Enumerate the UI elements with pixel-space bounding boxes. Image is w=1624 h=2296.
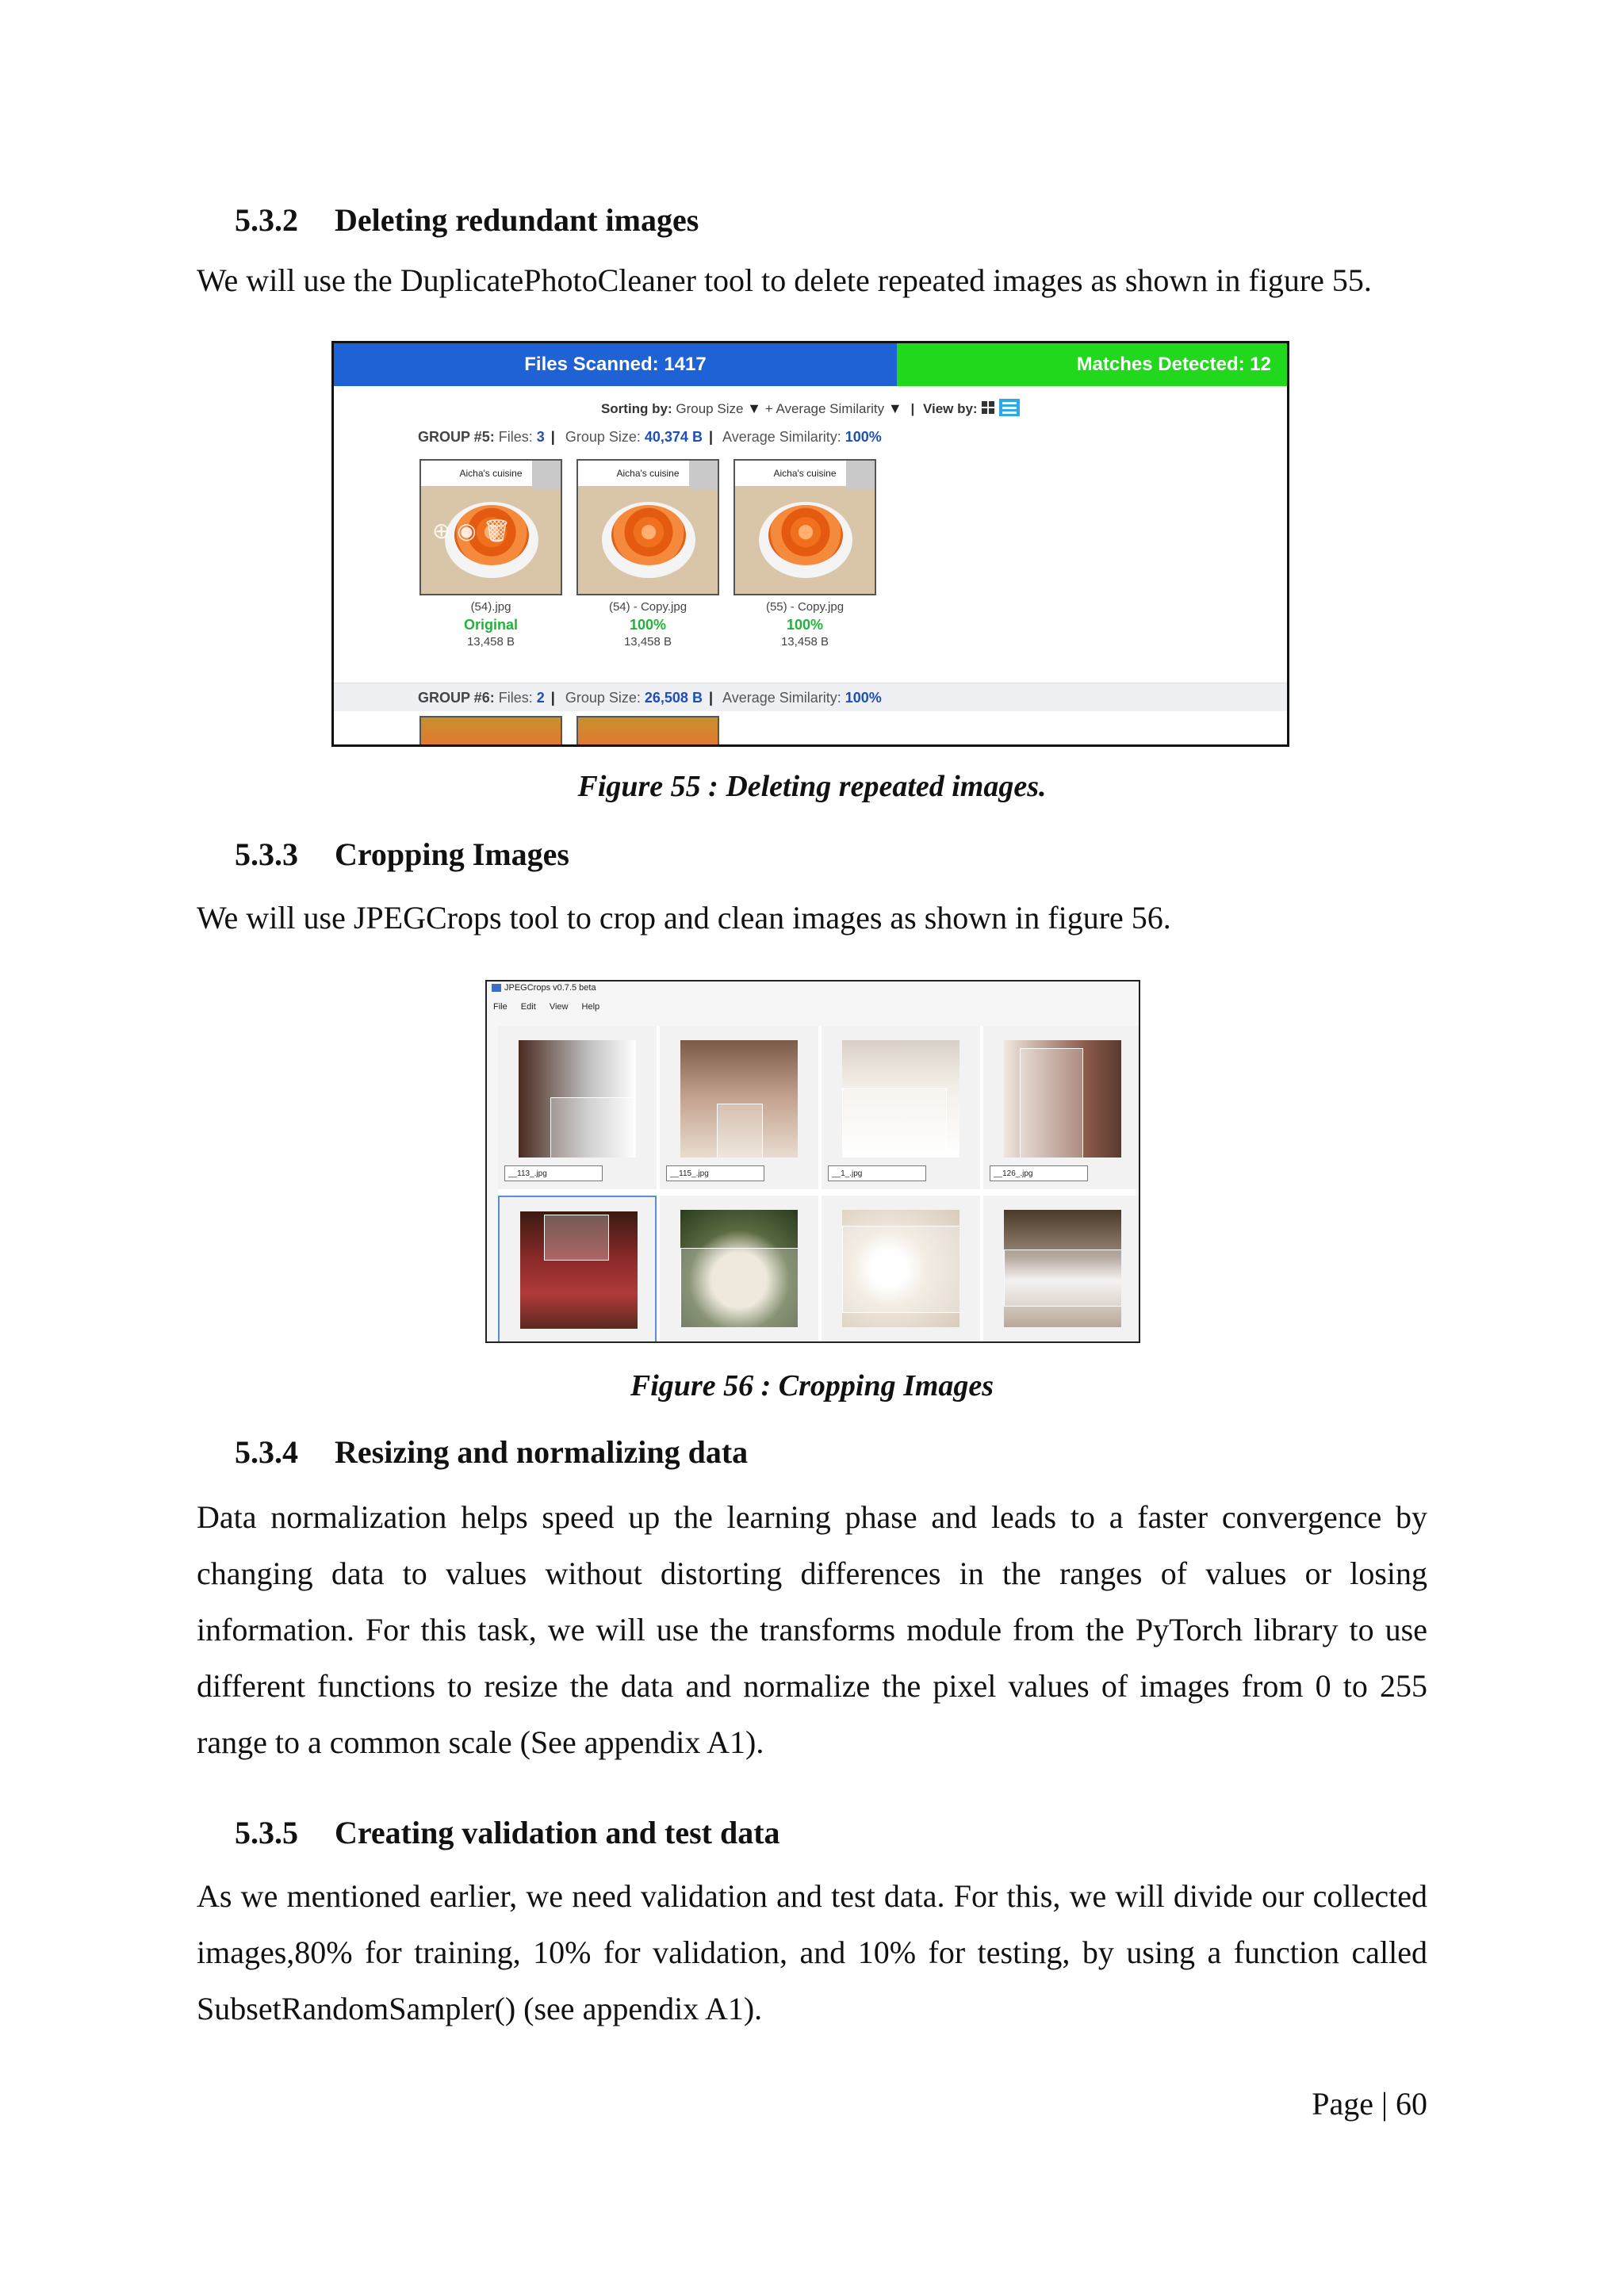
image-preview[interactable] xyxy=(842,1040,959,1158)
group-6-header: GROUP #6: Files: 2 | Group Size: 26,508 B | Average Similarity: 100% xyxy=(334,683,1287,711)
window-title xyxy=(492,983,596,993)
scan-summary-bar xyxy=(334,343,1287,386)
thumbnail-info xyxy=(419,599,562,651)
image-preview[interactable] xyxy=(1004,1210,1121,1327)
section-title: Resizing and normalizing data xyxy=(335,1434,749,1470)
image-cell[interactable] xyxy=(822,1026,980,1189)
crop-rectangle[interactable] xyxy=(842,1226,959,1313)
section-number: 5.3.2 xyxy=(235,202,298,238)
thumbnail-copy-1[interactable] xyxy=(576,459,719,595)
figure-56-screenshot xyxy=(485,980,1140,1343)
thumbnail-original[interactable] xyxy=(419,459,562,595)
filename-field[interactable]: __113_.jpg xyxy=(504,1165,603,1181)
image-cell[interactable] xyxy=(983,1196,1140,1343)
section-number: 5.3.4 xyxy=(235,1434,298,1470)
thumbnail-copy-2[interactable] xyxy=(733,459,876,595)
similarity-label: Average Similarity: xyxy=(722,429,841,445)
section-heading-5-3-2 xyxy=(235,201,699,239)
menu-file[interactable]: File xyxy=(493,1002,508,1012)
thumbnail-status: Original xyxy=(463,617,518,633)
section-heading-5-3-4 xyxy=(235,1433,748,1471)
section-heading-5-3-3 xyxy=(235,836,569,874)
image-preview[interactable] xyxy=(1004,1040,1121,1158)
files-scanned-banner: Files Scanned: 1417 xyxy=(334,343,897,386)
window-title-text: JPEGCrops v0.7.5 beta xyxy=(504,983,596,993)
image-cell[interactable] xyxy=(660,1026,818,1189)
image-preview[interactable] xyxy=(680,1210,798,1327)
list-view-icon[interactable] xyxy=(999,399,1020,420)
paragraph-5-3-5: As we mentioned earlier, we need validation and test data. For this, we will divide our collected images,80% for training, 10% for validation, and 10% for testing, by using a function called SubsetRandomSampler() (see appendix A1). xyxy=(197,1878,1427,2026)
app-icon xyxy=(492,984,501,992)
filename-field[interactable]: __115_.jpg xyxy=(666,1165,764,1181)
crop-rectangle[interactable] xyxy=(1004,1249,1121,1307)
filename-field[interactable]: __1_.jpg xyxy=(828,1165,926,1181)
image-preview[interactable] xyxy=(680,1040,798,1158)
thumbnail-corner xyxy=(846,461,875,489)
similarity-value: 100% xyxy=(845,690,882,706)
section-number: 5.3.3 xyxy=(235,836,298,872)
files-label: Files: xyxy=(498,690,533,706)
menu-bar xyxy=(493,1002,611,1012)
crop-rectangle[interactable] xyxy=(680,1248,798,1327)
section-number: 5.3.5 xyxy=(235,1815,298,1850)
sort-dropdown-icon[interactable]: ▼ xyxy=(747,400,761,416)
thumbnail-watermark: Aicha's cuisine xyxy=(578,461,718,486)
crop-rectangle[interactable] xyxy=(550,1097,634,1158)
sorting-label: Sorting by: xyxy=(600,400,672,416)
thumbnail-filename: (54).jpg xyxy=(470,600,511,614)
matches-detected-banner: Matches Detected: 12 xyxy=(897,343,1287,386)
crop-rectangle[interactable] xyxy=(1020,1048,1083,1158)
grid-view-icon[interactable] xyxy=(981,400,995,419)
thumbnail-size: 13,458 B xyxy=(780,635,829,649)
image-cell[interactable] xyxy=(822,1196,980,1343)
crop-rectangle[interactable] xyxy=(717,1104,763,1158)
group-label: GROUP #6: xyxy=(418,690,495,706)
thumbnail-watermark: Aicha's cuisine xyxy=(421,461,561,486)
group-size-label: Group Size: xyxy=(565,690,641,706)
image-grid xyxy=(498,1026,1136,1343)
sorting-value[interactable]: Group Size xyxy=(676,400,744,416)
thumbnail-watermark: Aicha's cuisine xyxy=(735,461,875,486)
section-title: Cropping Images xyxy=(335,836,569,872)
crop-rectangle[interactable] xyxy=(842,1088,947,1153)
section-heading-5-3-5 xyxy=(235,1814,780,1852)
group-label: GROUP #5: xyxy=(418,429,495,445)
menu-help[interactable]: Help xyxy=(581,1002,600,1012)
view-label: View by: xyxy=(922,400,978,416)
image-preview[interactable] xyxy=(520,1211,638,1329)
group-6-thumbnail-1[interactable] xyxy=(419,716,562,747)
menu-view[interactable]: View xyxy=(549,1002,569,1012)
files-count: 3 xyxy=(536,429,545,445)
paragraph-5-3-4: Data normalization helps speed up the learning phase and leads to a faster convergence by changing data to values without distorting differences in the ranges of values or losing information. For this task, we will use the transforms module from the PyTorch library to use different functions to resize the data and normalize the pixel values of images from 0 to 255 range to a common scale (See appendix A1). xyxy=(197,1499,1427,1760)
thumbnail-corner xyxy=(532,461,561,489)
menu-edit[interactable]: Edit xyxy=(520,1002,536,1012)
figure-56-caption: Figure 56 : Cropping Images xyxy=(630,1369,994,1402)
group-6-thumbnail-2[interactable] xyxy=(576,716,719,747)
sort-bar: Sorting by: Group Size ▼ + Average Similarity ▼ | View by: xyxy=(334,399,1287,420)
figure-55-screenshot xyxy=(331,341,1289,747)
food-image xyxy=(768,505,843,565)
filename-field[interactable]: __126_.jpg xyxy=(990,1165,1088,1181)
crop-rectangle[interactable] xyxy=(544,1215,609,1261)
thumbnail-filename: (55) - Copy.jpg xyxy=(765,600,845,614)
section-title: Deleting redundant images xyxy=(335,202,699,238)
page-number: Page | 60 xyxy=(1312,2086,1427,2122)
group-size-value: 26,508 B xyxy=(644,690,703,706)
group-size-label: Group Size: xyxy=(565,429,641,445)
thumbnail-size: 13,458 B xyxy=(466,635,515,649)
thumbnail-action-icons[interactable]: ⊕ ◉ 🗑 xyxy=(432,519,511,543)
secondary-sort[interactable]: + Average Similarity xyxy=(764,400,885,416)
group-5-header: GROUP #5: Files: 3 | Group Size: 40,374 B | Average Similarity: 100% xyxy=(418,429,882,445)
image-cell[interactable] xyxy=(983,1026,1140,1189)
paragraph-5-3-3: We will use JPEGCrops tool to crop and clean images as shown in figure 56. xyxy=(197,900,1171,936)
secondary-sort-dropdown-icon[interactable]: ▼ xyxy=(887,400,902,416)
group-size-value: 40,374 B xyxy=(644,429,703,445)
image-cell-selected[interactable] xyxy=(498,1196,657,1343)
section-title: Creating validation and test data xyxy=(335,1815,780,1850)
thumbnail-info xyxy=(733,599,876,651)
thumbnail-filename: (54) - Copy.jpg xyxy=(608,600,688,614)
files-label: Files: xyxy=(498,429,533,445)
similarity-value: 100% xyxy=(845,429,882,445)
thumbnail-status: 100% xyxy=(786,617,824,633)
paragraph-5-3-2: We will use the DuplicatePhotoCleaner tool to delete repeated images as shown in figure 55. xyxy=(197,262,1372,298)
image-cell[interactable] xyxy=(498,1026,657,1189)
similarity-label: Average Similarity: xyxy=(722,690,841,706)
food-image xyxy=(611,505,686,565)
image-cell[interactable] xyxy=(660,1196,818,1343)
thumbnail-corner xyxy=(689,461,718,489)
files-count: 2 xyxy=(536,690,545,706)
thumbnail-size: 13,458 B xyxy=(623,635,672,649)
image-preview[interactable] xyxy=(519,1040,636,1158)
thumbnail-info xyxy=(576,599,719,651)
thumbnail-status: 100% xyxy=(629,617,667,633)
image-preview[interactable] xyxy=(842,1210,959,1327)
figure-55-caption: Figure 55 : Deleting repeated images. xyxy=(577,770,1047,803)
